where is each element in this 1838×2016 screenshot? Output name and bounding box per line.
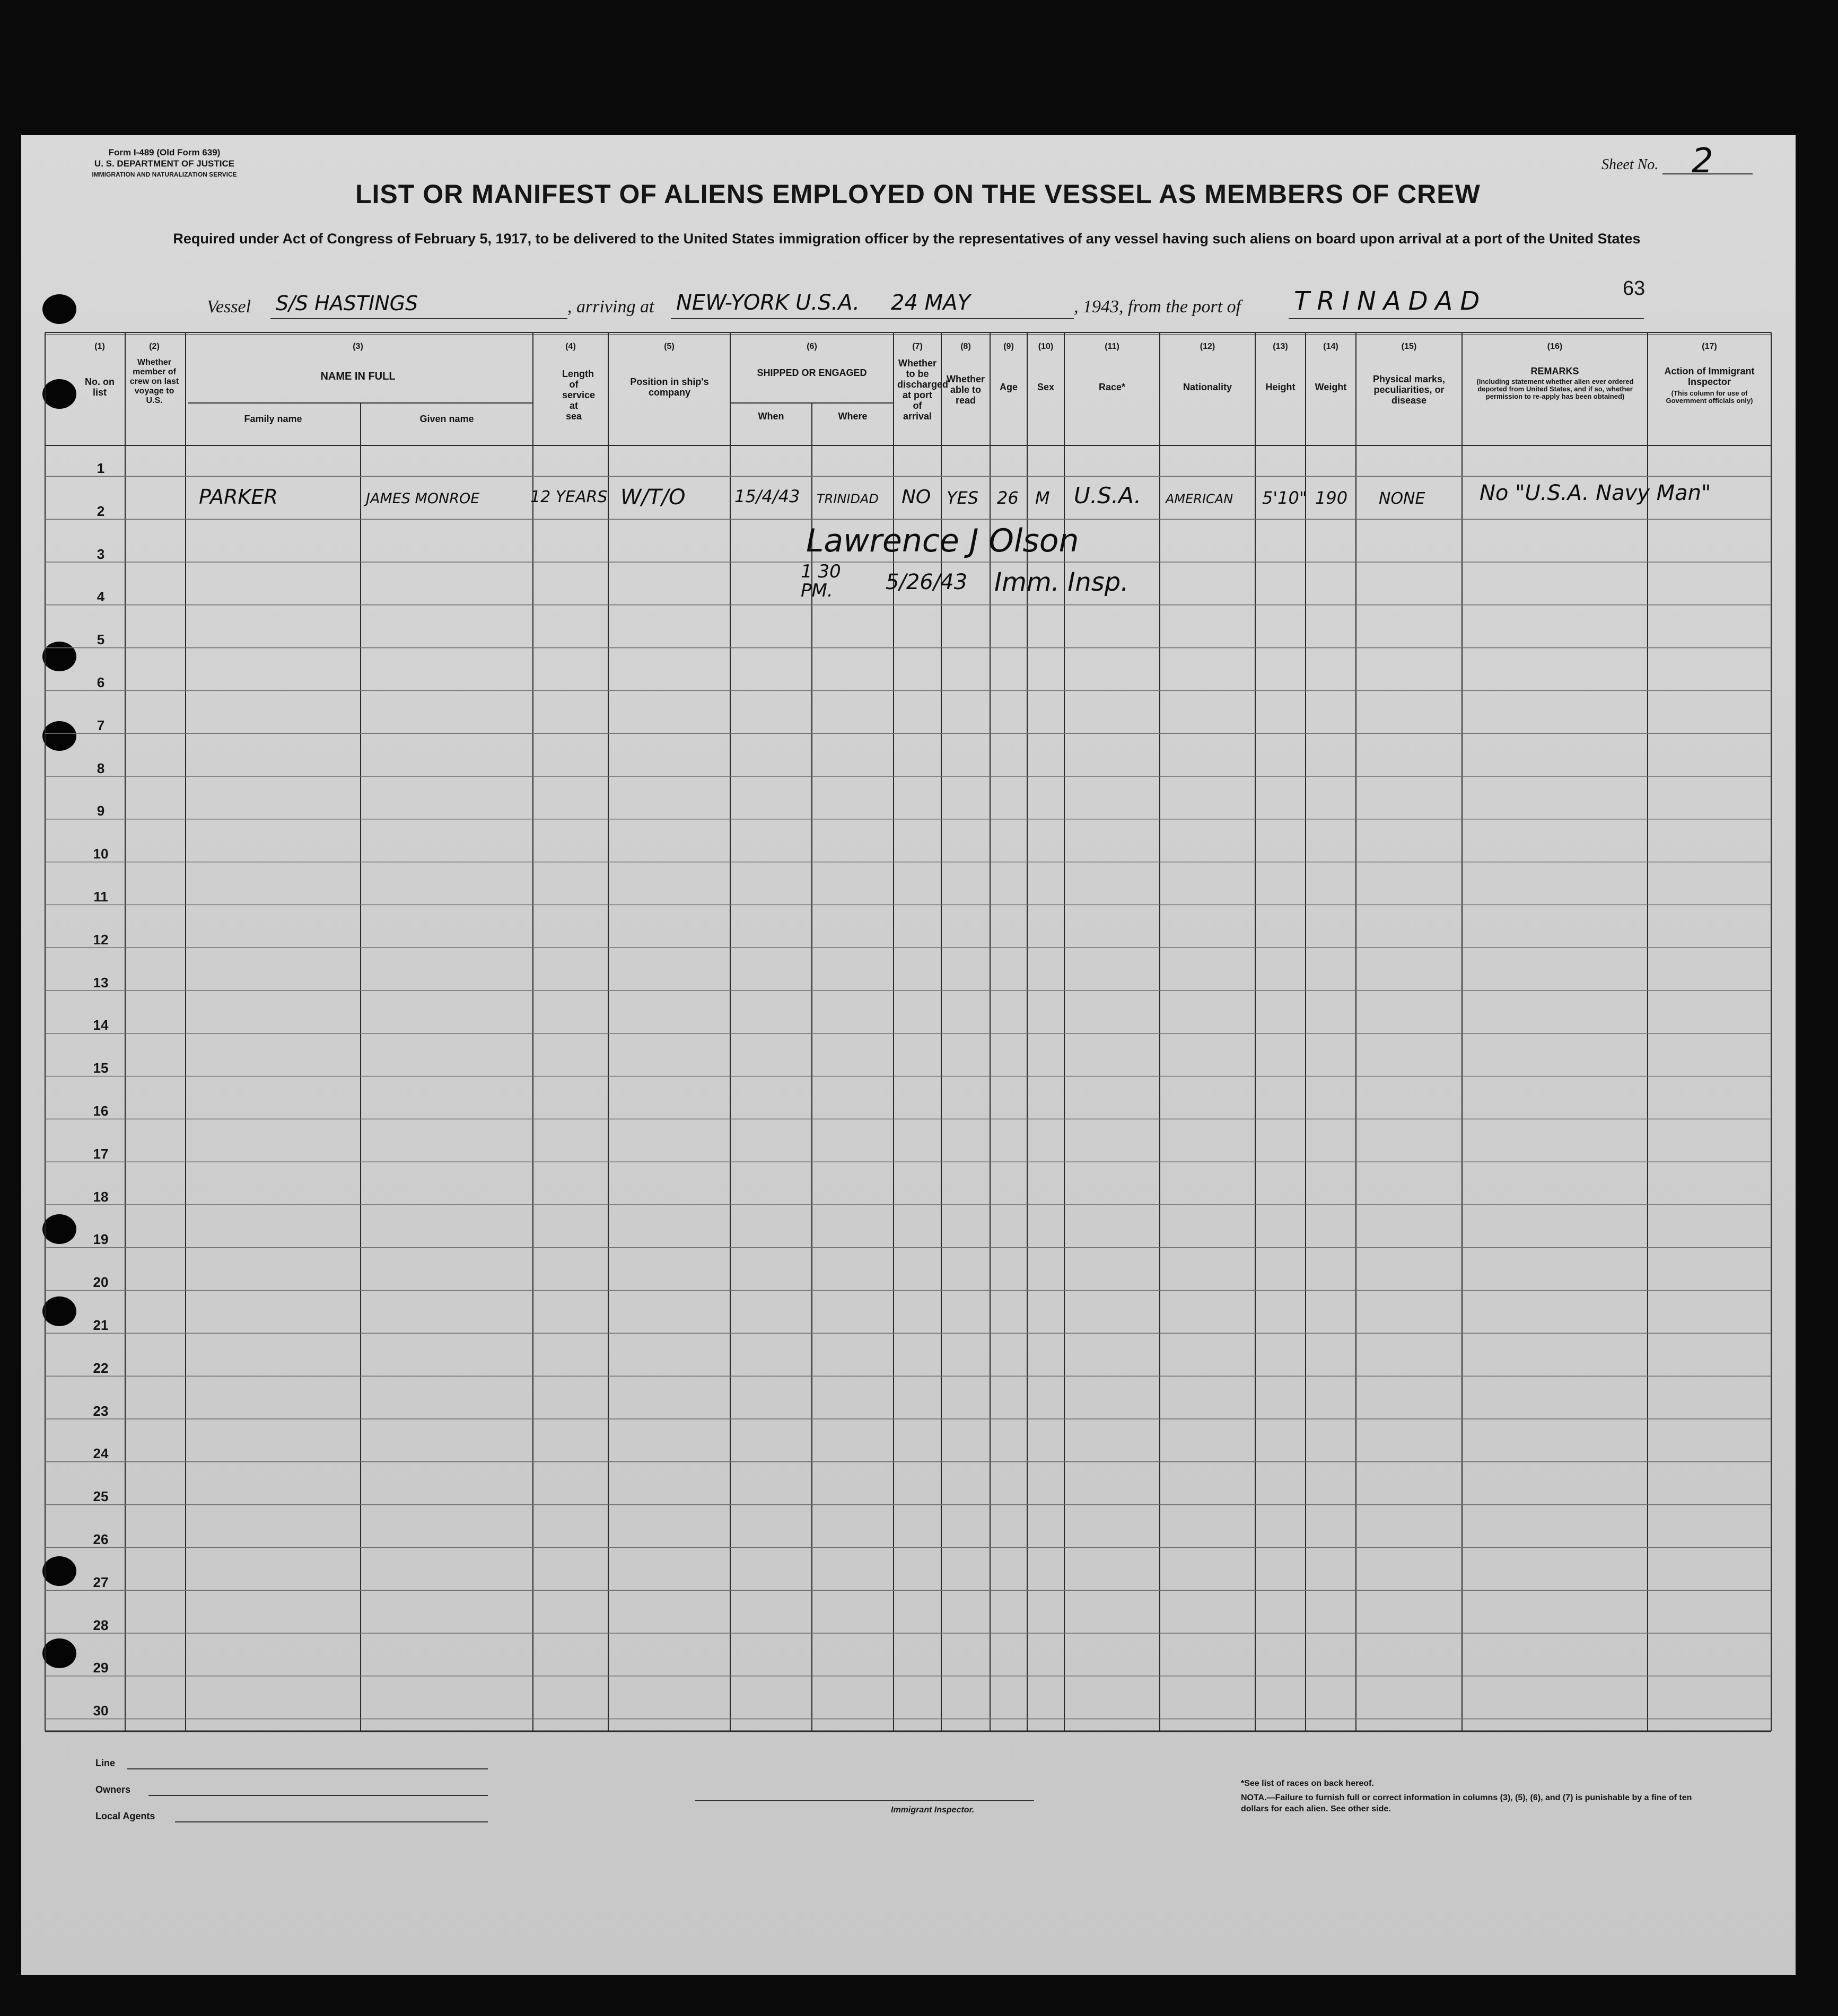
year-label: , 1943, from the port of	[1074, 297, 1241, 317]
entry-given-name: JAMES MONROE	[366, 490, 480, 507]
col6-where-header: Where	[838, 411, 868, 422]
footer-agents-field	[175, 1821, 488, 1822]
entry-position: W/T/O	[620, 485, 686, 510]
col1-num: (1)	[94, 342, 105, 351]
row-number: 24	[93, 1445, 109, 1462]
row-number: 30	[93, 1703, 109, 1719]
col12-header: Nationality	[1183, 382, 1232, 392]
col8-header: Whether able to read	[947, 374, 985, 406]
row-number: 2	[97, 503, 105, 519]
footer-races-note: *See list of races on back hereof.	[1241, 1779, 1374, 1788]
entry-nationality: AMERICAN	[1166, 492, 1233, 506]
entry-service: 12 YEARS	[530, 488, 608, 506]
row-number: 3	[97, 546, 105, 562]
entry-age: 26	[997, 488, 1019, 508]
page-mark: 63	[1623, 277, 1646, 300]
entry-marks: NONE	[1379, 489, 1425, 508]
row-number: 18	[93, 1188, 109, 1205]
page-subtitle: Required under Act of Congress of February 5, 1917, to be delivered to the United States immigration officer by the representatives of any vessel having such aliens on board upon arrival at a port of the United States	[173, 231, 1641, 247]
col7-header: Whether to be discharged at port of arrival	[897, 358, 949, 422]
col11-num: (11)	[1105, 342, 1119, 351]
col10-num: (10)	[1038, 342, 1054, 351]
col15-num: (15)	[1401, 342, 1417, 351]
entry-weight: 190	[1315, 488, 1348, 508]
row-number: 10	[93, 846, 109, 862]
row-number: 4	[97, 589, 105, 605]
col5-header: Position in ship's company	[630, 376, 709, 398]
inspector-time: 1 30 PM.	[801, 561, 841, 601]
vessel-label: Vessel	[207, 297, 251, 317]
col3-given-header: Given name	[419, 414, 474, 424]
row-number: 7	[97, 717, 105, 733]
col16-num: (16)	[1547, 342, 1563, 351]
col13-num: (13)	[1273, 342, 1288, 351]
col6-when-header: When	[758, 411, 784, 422]
entry-where: TRINIDAD	[817, 492, 879, 506]
col6-header: SHIPPED OR ENGAGED	[757, 367, 867, 378]
col11-header: Race*	[1098, 382, 1126, 392]
entry-discharged: NO	[902, 486, 931, 508]
footer-owners-label: Owners	[95, 1784, 131, 1795]
row-number: 11	[93, 889, 108, 905]
arriving-value: NEW-YORK U.S.A.	[676, 291, 860, 315]
date-value: 24 MAY	[891, 291, 970, 315]
row-number: 27	[93, 1574, 109, 1590]
row-number: 19	[93, 1231, 109, 1248]
col10-header: Sex	[1037, 382, 1055, 392]
vessel-value: S/S HASTINGS	[276, 292, 418, 315]
footer-nota: NOTA.—Failure to furnish full or correct information in columns (3), (5), (6), and (7) is punishable by a fine of ten dollars for each alien. See other side.	[1241, 1793, 1692, 1813]
col8-num: (8)	[960, 342, 971, 351]
row-number: 25	[93, 1488, 109, 1505]
sheet-no-label: Sheet No.	[1601, 156, 1659, 173]
entry-when: 15/4/43	[734, 486, 800, 506]
col4-num: (4)	[565, 342, 576, 351]
row-number: 21	[93, 1317, 109, 1333]
col2-header: Whether member of crew on last voyage to U.S.	[129, 358, 179, 405]
footer-line-field	[127, 1768, 488, 1769]
row-number: 8	[97, 760, 105, 776]
arriving-label: , arriving at	[567, 297, 654, 317]
col13-header: Height	[1265, 382, 1296, 392]
col17-num: (17)	[1702, 342, 1717, 351]
col7-num: (7)	[912, 342, 923, 351]
col15-header: Physical marks, peculiarities, or disease	[1372, 374, 1446, 406]
col17-note: (This column for use of Government officials only)	[1666, 389, 1753, 405]
col16-note: (Including statement whether alien ever ordered deported from United States, and if so, whether permission to re-apply has been obtained)	[1476, 378, 1634, 400]
row-number: 28	[93, 1617, 109, 1633]
col4-header: Length of service at sea	[562, 369, 596, 422]
col12-num: (12)	[1200, 342, 1215, 351]
col3-family-header: Family name	[244, 414, 302, 424]
col1-header: No. on list	[85, 376, 115, 398]
col14-header: Weight	[1315, 382, 1347, 392]
col3-num: (3)	[353, 342, 363, 351]
inspector-signature-line	[695, 1800, 1034, 1801]
row-number: 6	[97, 674, 105, 690]
row-number: 1	[97, 460, 105, 476]
entry-race: U.S.A.	[1074, 483, 1141, 509]
col5-num: (5)	[664, 342, 675, 351]
row-number: 9	[97, 803, 105, 819]
footer-line-label: Line	[95, 1758, 116, 1768]
inspector-title: Imm. Insp.	[994, 567, 1129, 597]
row-number: 26	[93, 1531, 109, 1547]
col9-num: (9)	[1003, 342, 1014, 351]
entry-remarks: No "U.S.A. Navy Man"	[1480, 481, 1711, 505]
row-number: 15	[93, 1060, 109, 1076]
row-number: 5	[97, 632, 105, 648]
row-number: 17	[93, 1145, 109, 1162]
col14-num: (14)	[1323, 342, 1338, 351]
page-title: LIST OR MANIFEST OF ALIENS EMPLOYED ON THE VESSEL AS MEMBERS OF CREW	[355, 179, 1481, 209]
inspector-date: 5/26/43	[886, 570, 968, 594]
manifest-sheet	[21, 135, 1796, 1975]
col6-num: (6)	[807, 342, 817, 351]
service-name: IMMIGRATION AND NATURALIZATION SERVICE	[92, 171, 237, 178]
row-number: 20	[93, 1274, 109, 1291]
row-number: 13	[93, 974, 109, 991]
col16-header: REMARKS	[1530, 366, 1579, 376]
sheet-no-value: 2	[1692, 142, 1713, 181]
col9-header: Age	[999, 382, 1018, 392]
row-number: 16	[93, 1103, 109, 1119]
col3-header: NAME IN FULL	[320, 371, 396, 382]
row-number: 12	[93, 931, 109, 948]
footer-inspector-label: Immigrant Inspector.	[891, 1805, 975, 1815]
col2-num: (2)	[149, 342, 160, 351]
row-number: 14	[93, 1017, 109, 1033]
footer-agents-label: Local Agents	[95, 1811, 155, 1821]
port-value: TRINADAD	[1294, 286, 1487, 316]
footer-owners-field	[148, 1795, 488, 1796]
form-number: Form I-489 (Old Form 639)	[108, 147, 221, 157]
entry-family-name: PARKER	[199, 485, 278, 509]
row-number: 22	[93, 1360, 109, 1376]
row-number: 29	[93, 1660, 109, 1676]
entry-sex: M	[1035, 488, 1050, 508]
entry-height: 5'10"	[1262, 488, 1307, 508]
row-number: 23	[93, 1403, 109, 1419]
entry-read: YES	[947, 488, 979, 508]
col17-header: Action of Immigrant Inspector	[1664, 366, 1755, 387]
department-name: U. S. DEPARTMENT OF JUSTICE	[94, 159, 235, 169]
inspector-signature: Lawrence J Olson	[806, 522, 1079, 559]
